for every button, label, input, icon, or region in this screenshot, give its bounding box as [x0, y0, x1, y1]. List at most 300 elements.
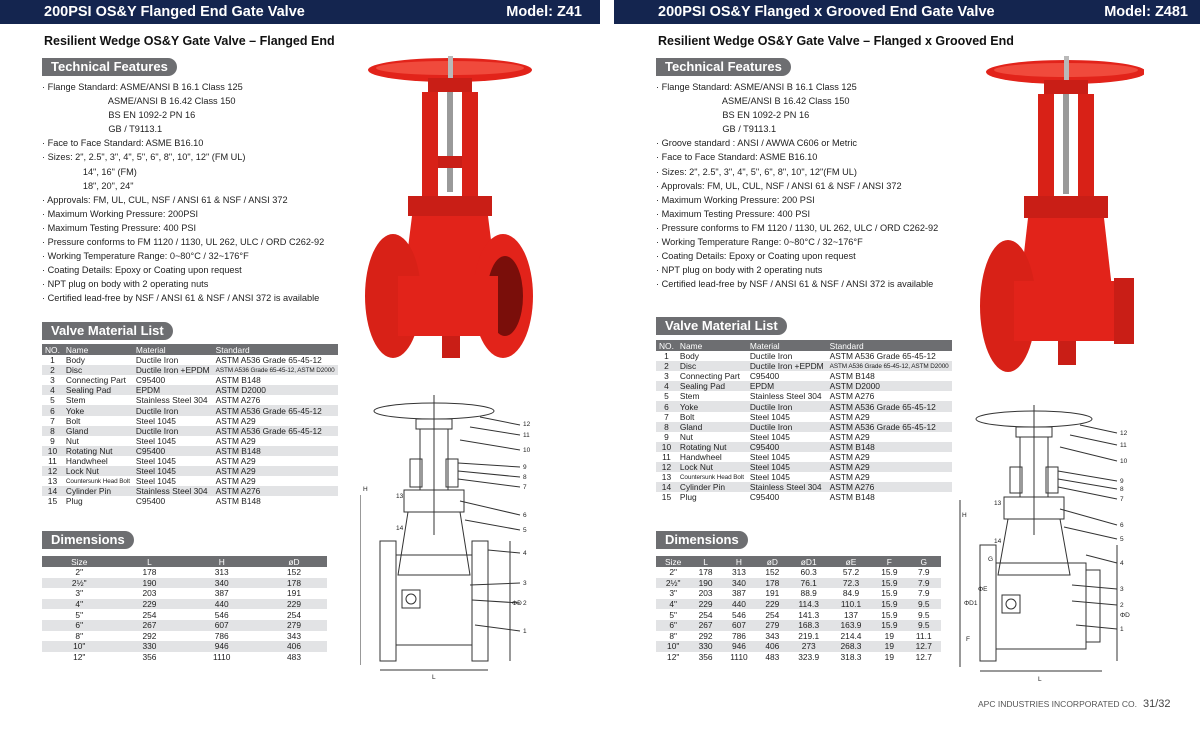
material-cell: 11 — [662, 451, 671, 462]
dimension-row — [656, 599, 941, 610]
material-row — [656, 462, 952, 472]
callout-11: 11 — [523, 432, 530, 439]
dimension-cell: 387 — [214, 588, 229, 599]
dimension-cell: 12.7 — [915, 652, 932, 663]
dimension-cell: 5" — [75, 609, 84, 620]
material-cell: ASTM A276 — [829, 391, 875, 402]
dimension-cell: 190 — [116, 578, 182, 589]
material-cell: Ductile Iron — [135, 355, 179, 366]
material-row — [42, 426, 338, 436]
dimension-header-cell: Size — [42, 556, 116, 567]
dimension-cell: 292 — [698, 630, 713, 641]
material-cell: Body — [65, 355, 85, 366]
material-cell: 9 — [50, 435, 55, 446]
material-cell: Rotating Nut — [63, 446, 133, 456]
dimension-cell: 229 — [116, 599, 182, 610]
feature-item: · Working Temperature Range: 0~80°C / 32~176°F — [656, 237, 863, 248]
valve-photo — [974, 56, 1144, 376]
callout-5: 5 — [1120, 536, 1124, 543]
feature-item: · Groove standard : ANSI / AWWA C606 or Metric — [656, 138, 858, 149]
material-row — [656, 442, 952, 452]
callout-7: 7 — [523, 484, 527, 491]
material-cell: ASTM A29 — [213, 466, 338, 476]
feature-item: 18", 20", 24" — [42, 180, 134, 191]
material-cell: EPDM — [747, 381, 827, 391]
dimension-cell: 229 — [757, 599, 787, 610]
dimension-cell: 178 — [142, 567, 157, 578]
material-cell: Bolt — [65, 415, 81, 426]
material-cell: 2 — [656, 361, 677, 371]
material-cell: ASTM A276 — [215, 395, 261, 406]
dimension-cell: 340 — [182, 578, 261, 589]
material-cell: Stainless Steel 304 — [135, 395, 208, 406]
dim-d-label: ΦD — [1120, 612, 1130, 619]
material-cell: Connecting Part — [679, 371, 740, 382]
dimension-row — [656, 578, 941, 589]
material-cell: Cylinder Pin — [677, 482, 747, 492]
dimension-cell: 2" — [669, 567, 677, 578]
features-list — [42, 80, 324, 306]
material-cell: C95400 — [133, 446, 213, 456]
material-cell: 14 — [42, 486, 63, 496]
material-list-heading: Valve Material List — [656, 317, 787, 335]
dimension-cell: 607 — [182, 620, 261, 631]
material-cell: Countersunk Head Bolt — [679, 473, 744, 481]
material-cell: ASTM A29 — [827, 462, 952, 472]
dimension-cell: 152 — [765, 567, 780, 578]
material-cell: Plug — [679, 492, 697, 503]
material-row — [656, 422, 952, 432]
material-cell: C95400 — [135, 375, 166, 386]
feature-item: · Certified lead-free by NSF / ANSI 61 & NSF / ANSI 372 is available — [42, 293, 320, 304]
material-cell: Handwheel — [679, 451, 722, 462]
dimension-header-cell: F — [872, 556, 906, 567]
dimension-header-cell: Size — [656, 556, 690, 567]
dimension-cell: 279 — [757, 620, 787, 631]
material-list-heading: Valve Material List — [42, 322, 173, 340]
dimension-cell: 15.9 — [881, 588, 898, 599]
dimension-row — [42, 652, 327, 663]
dimension-cell: 313 — [731, 567, 746, 578]
dimension-cell: 60.3 — [800, 567, 817, 578]
dimension-cell: 267 — [116, 620, 182, 631]
feature-item: · Approvals: FM, UL, CUL, NSF / ANSI 61 & NSF / ANSI 372 — [656, 180, 902, 191]
material-cell: 3 — [664, 371, 669, 382]
material-cell: Stainless Steel 304 — [747, 482, 827, 492]
dimension-cell: 84.9 — [842, 588, 860, 599]
dimension-cell: 356 — [142, 652, 157, 663]
dimension-cell: 607 — [721, 620, 757, 631]
dimension-cell: 219.1 — [798, 630, 820, 641]
dimension-cell: 279 — [261, 620, 327, 631]
material-row — [656, 472, 952, 482]
dimension-header-cell: H — [721, 556, 757, 567]
feature-item: ASME/ANSI B 16.42 Class 150 — [42, 96, 236, 107]
material-cell: 4 — [42, 385, 63, 395]
material-cell: Ductile Iron +EPDM — [747, 361, 827, 371]
material-row — [42, 456, 338, 466]
dimension-cell: 163.9 — [830, 620, 872, 631]
dimension-cell: 483 — [765, 652, 780, 663]
material-row — [656, 492, 952, 502]
dimension-cell: 72.3 — [830, 578, 872, 589]
dimension-cell: 440 — [721, 599, 757, 610]
callout-13: 13 — [994, 500, 1002, 507]
feature-item: GB / T9113.1 — [42, 124, 163, 135]
material-cell: 3 — [50, 375, 55, 386]
dim-e-label: ΦE — [978, 586, 988, 593]
material-cell: Sealing Pad — [63, 385, 133, 395]
material-cell: Steel 1045 — [135, 476, 176, 487]
dimension-header-cell: L — [690, 556, 720, 567]
dimension-cell: 178 — [757, 578, 787, 589]
dimension-cell: 229 — [690, 599, 720, 610]
material-cell: ASTM B148 — [215, 496, 261, 507]
dimension-cell: 4" — [42, 599, 116, 610]
material-row — [656, 482, 952, 492]
feature-item: · Face to Face Standard: ASME B16.10 — [42, 138, 204, 149]
dim-f-label: F — [966, 636, 970, 643]
material-row — [42, 395, 338, 405]
dimension-cell: 1110 — [213, 652, 231, 663]
dimension-cell: 214.4 — [840, 630, 862, 641]
feature-item: · Sizes: 2", 2.5", 3", 4", 5", 6", 8", 10", 12"(FM UL) — [656, 166, 857, 177]
material-row — [656, 371, 952, 381]
dimension-row — [42, 631, 327, 642]
callout-14: 14 — [396, 525, 404, 532]
dimension-cell: 8" — [75, 630, 84, 641]
material-cell: Handwheel — [65, 455, 108, 466]
material-cell: 6 — [656, 401, 677, 411]
dimension-cell: 356 — [698, 652, 713, 663]
material-cell: Rotating Nut — [677, 442, 747, 452]
feature-item: BS EN 1092-2 PN 16 — [656, 110, 810, 121]
dim-h-label: H — [363, 486, 368, 493]
material-cell: ASTM A276 — [213, 486, 338, 496]
material-cell: ASTM A29 — [829, 431, 870, 442]
dimension-cell: 114.3 — [788, 599, 830, 610]
dimension-cell: 190 — [690, 578, 720, 589]
dimension-cell: 9.5 — [907, 599, 941, 610]
material-cell: ASTM A29 — [215, 435, 256, 446]
material-cell: ASTM A29 — [829, 411, 870, 422]
product-subtitle: Resilient Wedge OS&Y Gate Valve – Flanged x Grooved End — [658, 34, 1014, 48]
header-bar — [614, 0, 1200, 24]
dimension-cell: 88.9 — [800, 588, 817, 599]
dimension-cell: 946 — [721, 641, 757, 652]
dimension-cell: 440 — [182, 599, 261, 610]
dimension-cell: 318.3 — [840, 652, 862, 663]
material-cell: Connecting Part — [65, 375, 126, 386]
dimension-cell: 15.9 — [872, 578, 906, 589]
material-row — [42, 365, 338, 375]
material-cell: 6 — [42, 405, 63, 415]
valve-technical-drawing — [952, 405, 1157, 685]
feature-item: · Coating Details: Epoxy or Coating upon request — [42, 265, 242, 276]
material-cell: Yoke — [677, 401, 747, 411]
dimension-row — [656, 631, 941, 642]
dimension-cell: 546 — [214, 609, 229, 620]
material-header-cell: Name — [677, 340, 747, 351]
feature-item: · Face to Face Standard: ASME B16.10 — [656, 152, 818, 163]
feature-item: · Working Temperature Range: 0~80°C / 32~176°F — [42, 251, 249, 262]
dimension-cell: 1110 — [730, 652, 748, 663]
material-row — [656, 452, 952, 462]
material-cell: Ductile Iron — [133, 405, 213, 415]
material-cell: ASTM A536 Grade 65-45-12 — [213, 426, 338, 436]
material-row — [42, 496, 338, 506]
technical-features-heading: Technical Features — [42, 58, 177, 76]
callout-8: 8 — [523, 474, 527, 481]
callout-1: 1 — [523, 628, 527, 635]
callout-9: 9 — [1120, 478, 1124, 485]
dimension-header-cell: øD — [757, 556, 787, 567]
material-cell: 10 — [42, 446, 63, 456]
feature-item: BS EN 1092-2 PN 16 — [42, 110, 196, 121]
dimension-cell: 19 — [884, 652, 894, 663]
material-cell: Nut — [679, 431, 693, 442]
material-row — [656, 351, 952, 361]
material-header-cell: Standard — [827, 340, 952, 351]
dimension-cell: 343 — [765, 630, 780, 641]
material-cell: Steel 1045 — [749, 411, 790, 422]
dimension-cell: 330 — [116, 641, 182, 652]
dimension-row — [42, 588, 327, 599]
material-cell: Ductile Iron +EPDM — [133, 365, 213, 375]
dimension-cell: 9.5 — [917, 609, 930, 620]
dimension-cell: 254 — [142, 609, 157, 620]
material-cell: Stainless Steel 304 — [749, 391, 822, 402]
valve-photo — [358, 56, 538, 368]
material-cell: ASTM A536 Grade 65-45-12 — [827, 401, 952, 411]
material-row — [42, 375, 338, 385]
feature-item: · NPT plug on body with 2 operating nuts — [42, 279, 209, 290]
material-cell: 15 — [661, 492, 672, 503]
feature-item: 14", 16" (FM) — [42, 166, 137, 177]
feature-item: · Maximum Working Pressure: 200PSI — [42, 208, 199, 219]
dimension-cell: 273 — [788, 641, 830, 652]
material-cell: Lock Nut — [63, 466, 133, 476]
material-cell: Plug — [65, 496, 83, 507]
dimension-header-cell: øE — [830, 556, 872, 567]
dimension-row — [42, 620, 327, 631]
material-cell: ASTM A536 Grade 65-45-12 — [213, 405, 338, 415]
dimension-cell: 19 — [872, 641, 906, 652]
callout-4: 4 — [523, 550, 527, 557]
dimension-cell: 2½" — [656, 578, 690, 589]
callout-10: 10 — [523, 447, 531, 454]
material-cell: C95400 — [749, 492, 780, 503]
material-cell: Countersunk Head Bolt — [65, 477, 130, 485]
material-header-cell: Material — [747, 340, 827, 351]
dimension-cell: 7.9 — [917, 567, 930, 578]
material-cell: 5 — [50, 395, 55, 406]
dimension-cell: 387 — [731, 588, 746, 599]
feature-item: · NPT plug on body with 2 operating nuts — [656, 265, 823, 276]
dimension-cell: 10" — [42, 641, 116, 652]
callout-11: 11 — [1120, 442, 1127, 449]
material-cell: 8 — [42, 426, 63, 436]
callout-12: 12 — [1120, 430, 1128, 437]
dimension-header-cell: øD1 — [788, 556, 830, 567]
material-cell: 13 — [661, 472, 672, 483]
material-row — [42, 486, 338, 496]
material-cell: ASTM D2000 — [213, 385, 338, 395]
dimension-header-cell: G — [907, 556, 941, 567]
material-cell: ASTM D2000 — [827, 381, 952, 391]
technical-features-heading: Technical Features — [656, 58, 791, 76]
material-row — [42, 446, 338, 456]
dimension-cell: 57.2 — [842, 567, 860, 578]
material-cell: 7 — [664, 411, 669, 422]
dimension-cell: 12" — [73, 652, 86, 663]
product-subtitle: Resilient Wedge OS&Y Gate Valve – Flanged End — [44, 34, 335, 48]
material-cell: 4 — [656, 381, 677, 391]
material-cell: 1 — [664, 351, 669, 362]
material-cell: C95400 — [747, 442, 827, 452]
dimension-cell: 2½" — [42, 578, 116, 589]
dimension-cell: 268.3 — [830, 641, 872, 652]
material-cell: ASTM A29 — [829, 451, 870, 462]
dimension-cell: 340 — [721, 578, 757, 589]
material-cell: ASTM B148 — [827, 442, 952, 452]
material-row — [42, 385, 338, 395]
callout-12: 12 — [523, 421, 531, 428]
material-cell: 15 — [47, 496, 58, 507]
callout-6: 6 — [523, 512, 527, 519]
dimension-cell: 9.5 — [907, 620, 941, 631]
dimension-cell: 152 — [287, 567, 301, 578]
dimension-cell: 254 — [698, 609, 713, 620]
callout-13: 13 — [396, 493, 404, 500]
feature-item: · Approvals: FM, UL, CUL, NSF / ANSI 61 & NSF / ANSI 372 — [42, 194, 288, 205]
dimension-header-cell: H — [182, 556, 261, 567]
callout-1: 1 — [1120, 626, 1124, 633]
dimension-cell: 15.9 — [872, 620, 906, 631]
material-cell: Bolt — [679, 411, 695, 422]
valve-technical-drawing — [360, 395, 560, 685]
material-cell: Stem — [679, 391, 700, 402]
material-row — [42, 405, 338, 415]
material-cell: ASTM B148 — [215, 375, 261, 386]
material-cell: Cylinder Pin — [63, 486, 133, 496]
feature-item: · Pressure conforms to FM 1120 / 1130, UL 262, ULC / ORD C262-92 — [42, 237, 325, 248]
page-right — [614, 0, 1200, 740]
dimension-row — [42, 578, 327, 589]
material-cell: Ductile Iron — [747, 401, 827, 411]
material-header-cell: NO. — [42, 344, 63, 355]
dimension-cell: 203 — [698, 588, 713, 599]
material-cell: ASTM A29 — [829, 472, 870, 483]
dim-l-label: L — [432, 674, 436, 681]
dim-g-label: G — [988, 556, 994, 563]
dim-l-label: L — [1038, 676, 1042, 683]
material-cell: Gland — [63, 426, 133, 436]
dimension-cell: 203 — [142, 588, 157, 599]
material-cell: ASTM B148 — [829, 492, 875, 503]
material-cell: Disc — [677, 361, 747, 371]
dimension-header-cell: øD — [261, 556, 327, 567]
dimension-row — [42, 641, 327, 652]
dim-d1-label: ΦD1 — [964, 600, 978, 607]
material-cell: Steel 1045 — [749, 451, 790, 462]
dimension-row — [656, 652, 941, 663]
dimension-cell: 191 — [765, 588, 780, 599]
material-cell: Ductile Iron — [749, 351, 793, 362]
callout-5: 5 — [523, 527, 527, 534]
dimension-cell: 946 — [182, 641, 261, 652]
dimensions-table — [656, 556, 941, 662]
dimension-cell: 110.1 — [830, 599, 872, 610]
dimension-cell: 254 — [765, 609, 780, 620]
material-cell: ASTM A536 Grade 65-45-12, ASTM D2000 — [213, 365, 338, 375]
material-cell: Disc — [63, 365, 133, 375]
material-cell: C95400 — [749, 371, 780, 382]
dimension-cell: 178 — [698, 567, 713, 578]
dimension-cell: 254 — [287, 609, 301, 620]
material-header-cell: Name — [63, 344, 133, 355]
dimension-cell: 11.1 — [915, 630, 932, 641]
material-cell: ASTM A536 Grade 65-45-12 — [827, 422, 952, 432]
dimension-cell: 3" — [75, 588, 84, 599]
dimension-cell: 7.9 — [917, 588, 930, 599]
dimension-cell: 5" — [669, 609, 677, 620]
material-cell: 10 — [656, 442, 677, 452]
material-row — [656, 391, 952, 401]
material-header-cell: NO. — [656, 340, 677, 351]
material-cell: Steel 1045 — [135, 455, 176, 466]
dimension-cell: 10" — [656, 641, 690, 652]
dimension-cell: 292 — [142, 630, 157, 641]
material-row — [656, 401, 952, 411]
material-cell: Ductile Iron — [133, 426, 213, 436]
callout-14: 14 — [994, 538, 1002, 545]
header-bar — [0, 0, 600, 24]
dimension-cell: 178 — [261, 578, 327, 589]
header-title: 200PSI OS&Y Flanged End Gate Valve — [44, 4, 305, 20]
dimension-cell: 406 — [757, 641, 787, 652]
feature-item: · Coating Details: Epoxy or Coating upon request — [656, 251, 856, 262]
header-model: Model: Z41 — [506, 4, 582, 20]
material-row — [656, 412, 952, 422]
material-cell: Stainless Steel 304 — [133, 486, 213, 496]
dimension-cell: 313 — [214, 567, 229, 578]
callout-6: 6 — [1120, 522, 1124, 529]
material-cell: Steel 1045 — [133, 466, 213, 476]
material-cell: ASTM A29 — [215, 476, 256, 487]
material-cell: ASTM A29 — [215, 455, 256, 466]
dimension-cell: 6" — [656, 620, 690, 631]
material-cell: ASTM A276 — [827, 482, 952, 492]
feature-item: · Certified lead-free by NSF / ANSI 61 & NSF / ANSI 372 is available — [656, 279, 934, 290]
material-header-cell: Standard — [213, 344, 338, 355]
material-row — [42, 416, 338, 426]
dimension-cell: 15.9 — [881, 567, 898, 578]
dimension-cell: 786 — [731, 630, 746, 641]
dimension-cell: 229 — [261, 599, 327, 610]
material-row — [656, 361, 952, 371]
material-cell: 14 — [656, 482, 677, 492]
material-cell: Ductile Iron — [747, 422, 827, 432]
material-table — [42, 344, 338, 506]
material-cell: Stem — [65, 395, 86, 406]
material-cell: EPDM — [133, 385, 213, 395]
dimension-row — [656, 567, 941, 578]
dimension-cell: 76.1 — [788, 578, 830, 589]
dimension-cell: 15.9 — [881, 609, 898, 620]
dimension-cell: 12" — [667, 652, 680, 663]
feature-item: · Flange Standard: ASME/ANSI B 16.1 Class 125 — [656, 82, 857, 92]
